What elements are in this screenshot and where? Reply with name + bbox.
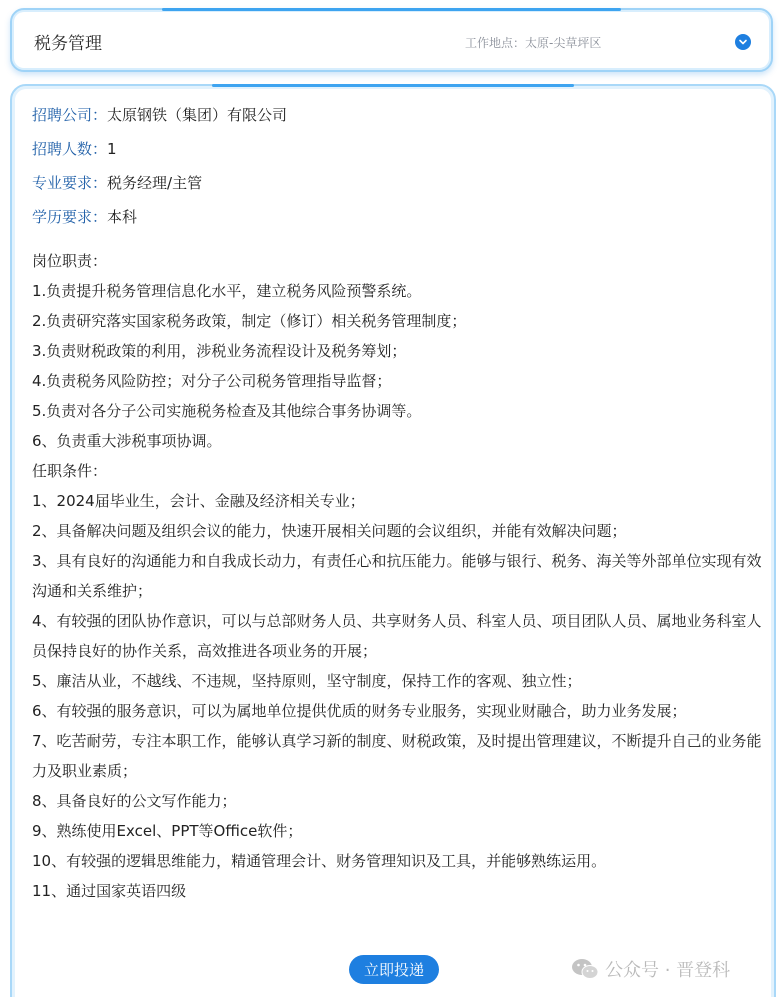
info-label: 招聘公司： xyxy=(32,106,108,124)
wechat-watermark xyxy=(571,956,730,982)
desc-line: 1.负责提升税务管理信息化水平，建立税务风险预警系统。 xyxy=(32,282,422,300)
expand-button[interactable] xyxy=(735,34,751,50)
desc-line: 3、具有良好的沟通能力和自我成长动力，有责任心和抗压能力。能够与银行、税务、海关等外部单位实现有效沟通和关系维护； xyxy=(32,552,762,600)
desc-line: 9、熟练使用Excel、PPT等Office软件； xyxy=(32,822,303,840)
desc-line: 4、有较强的团队协作意识，可以与总部财务人员、共享财务人员、科室人员、项目团队人员、属地业务科室人员保持良好的协作关系，高效推进各项业务的开展； xyxy=(32,612,762,660)
desc-line: 2.负责研究落实国家税务政策，制定（修订）相关税务管理制度； xyxy=(32,312,467,330)
chevron-down-icon xyxy=(738,37,748,47)
job-location: 工作地点：太原-尖草坪区 xyxy=(465,36,602,50)
desc-line: 10、有较强的逻辑思维能力，精通管理会计、财务管理知识及工具，并能够熟练运用。 xyxy=(32,852,607,870)
info-value: 本科 xyxy=(107,208,138,226)
desc-line: 任职条件： xyxy=(32,462,108,480)
wechat-icon xyxy=(571,957,599,981)
desc-line: 1、2024届毕业生，会计、金融及经济相关专业； xyxy=(32,492,365,510)
desc-line: 11、通过国家英语四级 xyxy=(32,882,187,900)
desc-line: 7、吃苦耐劳，专注本职工作，能够认真学习新的制度、财税政策，及时提出管理建议，不断提升自己的业务能力及职业素质； xyxy=(32,732,762,780)
job-description xyxy=(32,246,762,906)
info-value: 1 xyxy=(107,140,117,158)
job-detail-card xyxy=(10,84,776,997)
desc-line: 6、负责重大涉税事项协调。 xyxy=(32,432,222,450)
header-accent-bar xyxy=(162,8,621,11)
info-label: 专业要求： xyxy=(32,174,108,192)
info-headcount xyxy=(32,138,117,159)
info-label: 学历要求： xyxy=(32,208,108,226)
apply-button[interactable]: 立即投递 xyxy=(349,955,439,984)
desc-line: 岗位职责： xyxy=(32,252,108,270)
watermark-text: 公众号 · 晋登科 xyxy=(605,960,731,981)
content-accent-bar xyxy=(212,84,574,87)
desc-line: 5、廉洁从业，不越线、不违规，坚持原则，坚守制度，保持工作的客观、独立性； xyxy=(32,672,582,690)
job-header-card[interactable] xyxy=(10,8,773,72)
desc-line: 6、有较强的服务意识，可以为属地单位提供优质的财务专业服务，实现业财融合，助力业务发展； xyxy=(32,702,687,720)
info-value: 税务经理/主管 xyxy=(107,174,203,192)
desc-line: 8、具备良好的公文写作能力； xyxy=(32,792,237,810)
info-label: 招聘人数： xyxy=(32,140,108,158)
info-education xyxy=(32,206,137,227)
desc-line: 3.负责财税政策的利用，涉税业务流程设计及税务筹划； xyxy=(32,342,407,360)
info-company xyxy=(32,104,287,125)
desc-line: 5.负责对各分子公司实施税务检查及其他综合事务协调等。 xyxy=(32,402,422,420)
desc-line: 4.负责税务风险防控；对分子公司税务管理指导监督； xyxy=(32,372,392,390)
job-title: 税务管理 xyxy=(34,34,102,54)
info-major xyxy=(32,172,202,193)
info-value: 太原钢铁（集团）有限公司 xyxy=(107,106,288,124)
desc-line: 2、具备解决问题及组织会议的能力，快速开展相关问题的会议组织，并能有效解决问题； xyxy=(32,522,627,540)
